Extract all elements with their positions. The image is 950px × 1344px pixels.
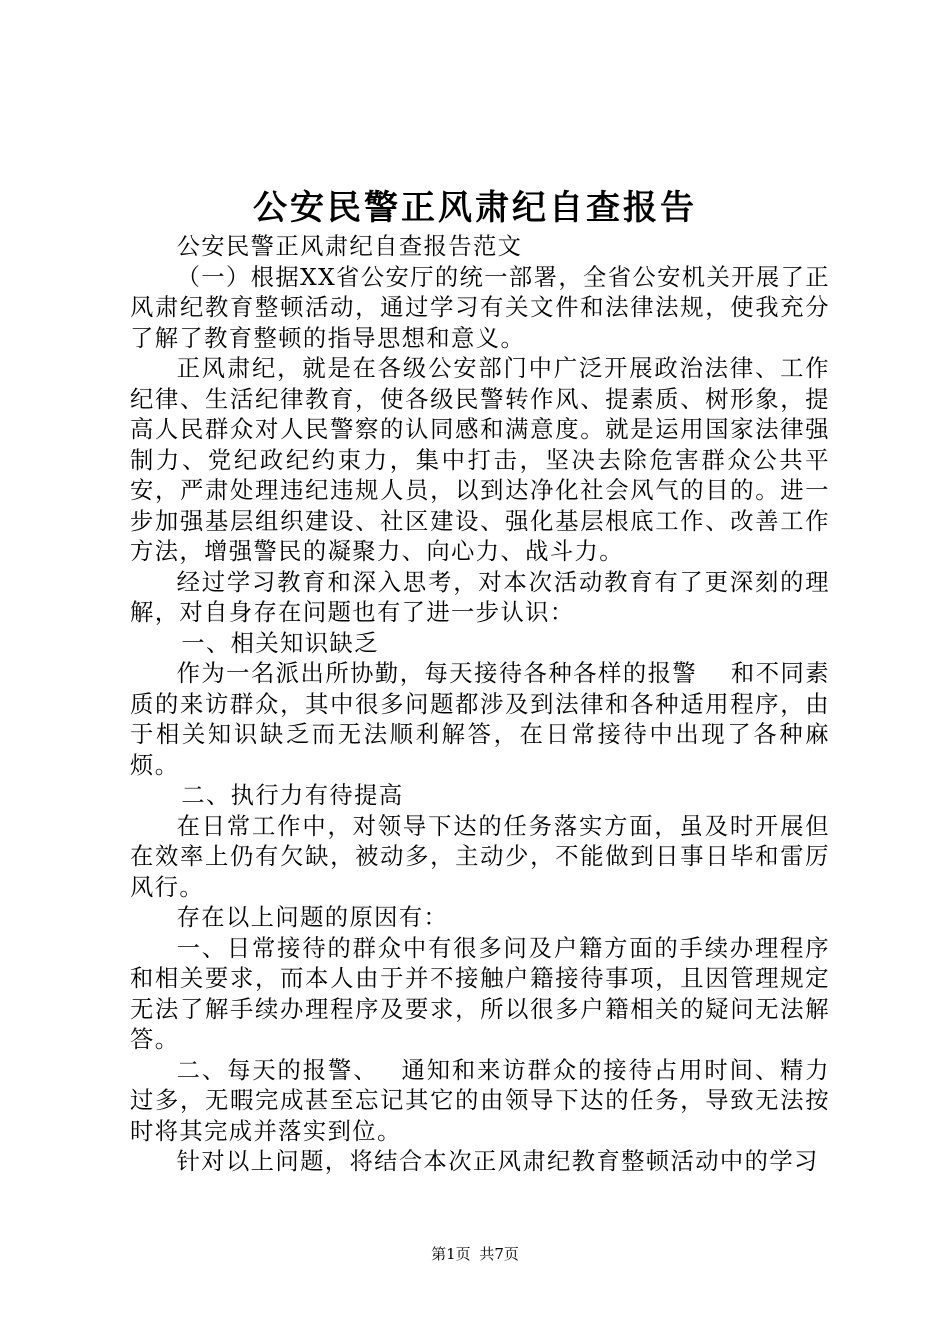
page-total: 共7页	[479, 1245, 519, 1263]
paragraph: 经过学习教育和深入思考，对本次活动教育有了更深刻的理解，对自身存在问题也有了进一步认识：	[130, 568, 830, 626]
paragraph: （一）根据XX省公安厅的统一部署，全省公安机关开展了正风肃纪教育整顿活动，通过学习有关文件和法律法规，使我充分了解了教育整顿的指导思想和意义。	[130, 263, 830, 352]
document-body	[130, 232, 830, 1178]
paragraph: 在日常工作中，对领导下达的任务落实方面，虽及时开展但在效率上仍有欠缺，被动多，主动少，不能做到日事日毕和雷厉风行。	[130, 812, 830, 901]
paragraph: 作为一名派出所协勤，每天接待各种各样的报警 和不同素质的来访群众，其中很多问题都涉及到法律和各种适用程序，由于相关知识缺乏而无法顺利解答，在日常接待中出现了各种麻烦。	[130, 660, 830, 779]
paragraph-subtitle: 公安民警正风肃纪自查报告范文	[176, 233, 523, 260]
paragraph: 存在以上问题的原因有：	[176, 904, 449, 931]
document-title: 公安民警正风肃纪自查报告	[253, 188, 697, 228]
paragraph: 正风肃纪，就是在各级公安部门中广泛开展政治法律、工作纪律、生活纪律教育，使各级民警转作风、提素质、树形象，提高人民群众对人民警察的认同感和满意度。就是运用国家法律强制力、党纪政纪约束力，集中打击，坚决去除危害群众公共平安，严肃处理违纪违规人员，以到达净化社会风气的目的。进一步加强基层组织建设、社区建设、强化基层根底工作、改善工作方法，增强警民的凝聚力、向心力、战斗力。	[130, 355, 830, 565]
section-heading: 二、执行力有待提高	[181, 782, 404, 809]
page-footer	[0, 1244, 950, 1264]
section-heading: 一、相关知识缺乏	[181, 629, 379, 657]
page-number: 第1页	[431, 1245, 471, 1263]
paragraph: 一、日常接待的群众中有很多问及户籍方面的手续办理程序和相关要求，而本人由于并不接触户籍接待事项，且因管理规定无法了解手续办理程序及要求，所以很多户籍相关的疑问无法解答。	[130, 934, 830, 1053]
paragraph: 针对以上问题，将结合本次正风肃纪教育整顿活动中的学习	[176, 1148, 819, 1175]
paragraph: 二、每天的报警、 通知和来访群众的接待占用时间、精力过多，无暇完成甚至忘记其它的由领导下达的任务，导致无法按时将其完成并落实到位。	[130, 1056, 830, 1145]
